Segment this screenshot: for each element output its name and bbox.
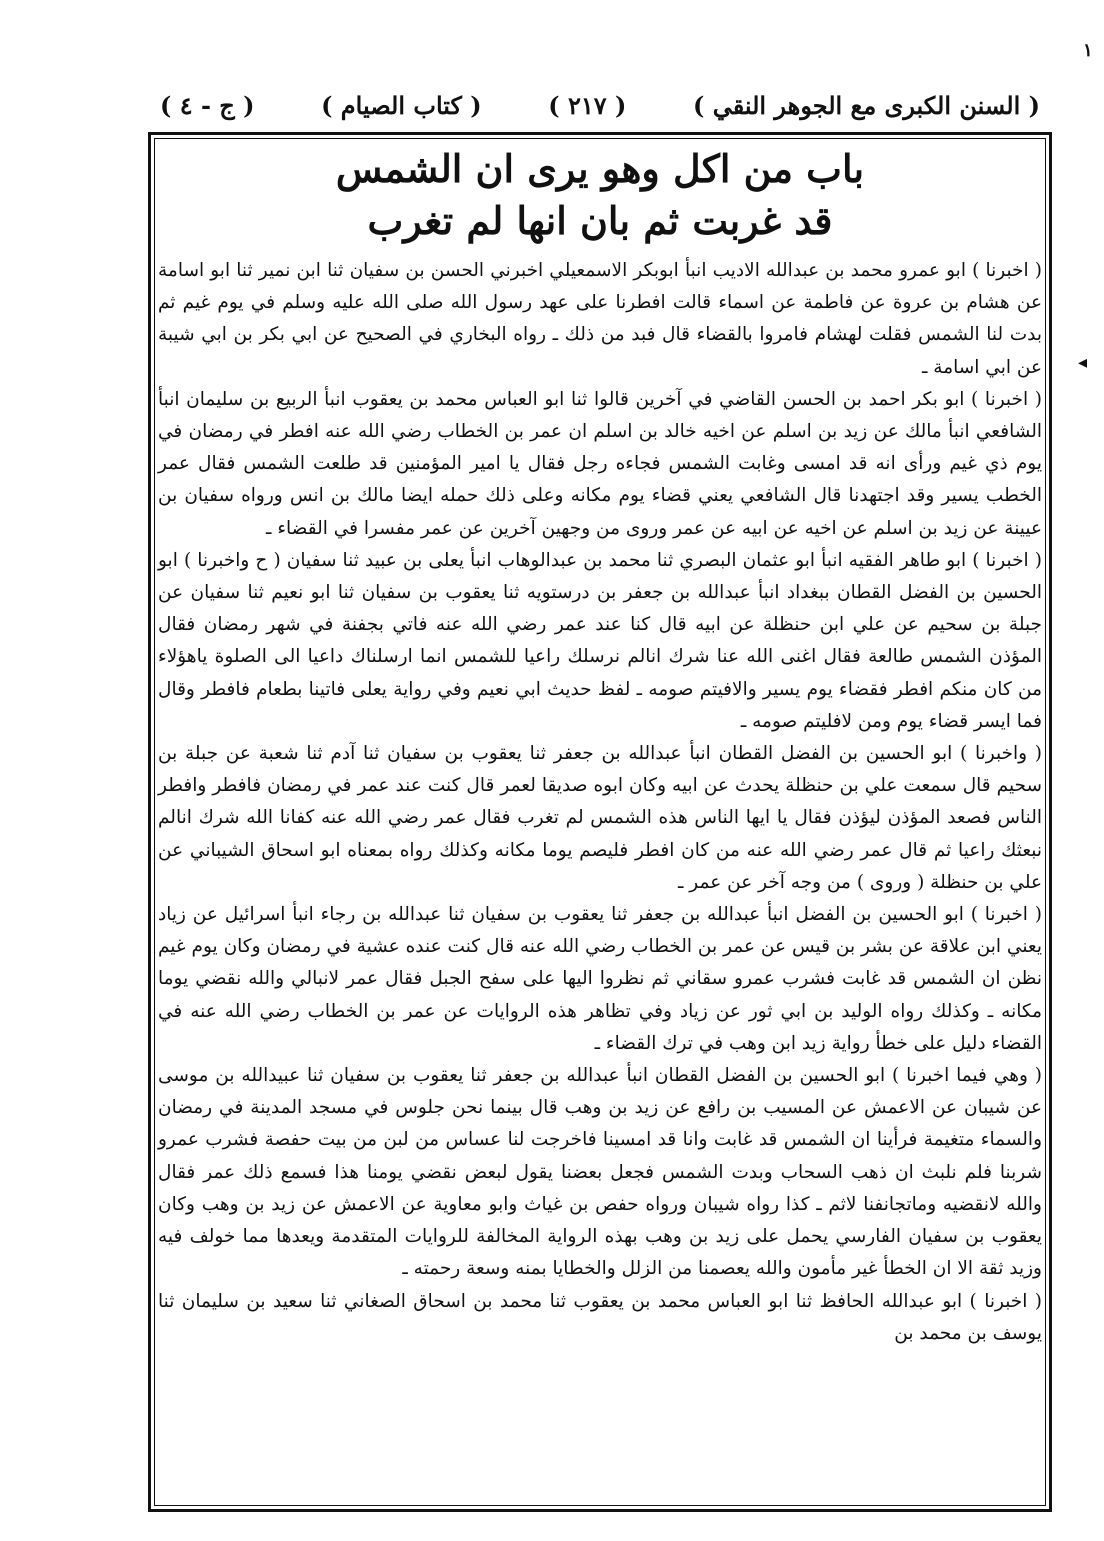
running-header — [160, 88, 1040, 122]
header-chapter: ( كتاب الصيام ) — [321, 90, 482, 120]
paragraph-7: ( اخبرنا ) ابو عبدالله الحافظ ثنا ابو العباس محمد بن يعقوب ثنا محمد بن اسحاق الصغاني ثنا سعيد بن سليمان ثنا يوسف بن محمد بن — [158, 1290, 1042, 1344]
chapter-title-line-2: قد غربت ثم بان انها لم تغرب — [367, 198, 833, 243]
margin-mark-arrow: ◂ — [1078, 352, 1088, 373]
chapter-title-line-1: باب من اكل وهو يرى ان الشمس — [335, 146, 865, 191]
paragraph-1: ( اخبرنا ) ابو عمرو محمد بن عبدالله الاديب انبأ ابوبكر الاسمعيلي اخبرني الحسن بن سفيان ثنا ابن نمير ثنا ابو اسامة عن هشام بن عروة عن فاطمة عن اسماء قالت افطرنا على عهد رسول الله صلى الله عليه وسلم في يوم غيم ثم بدت لنا الشمس فقلت لهشام فامروا بالقضاء قال فبد من ذلك ـ رواه البخاري في الصحيح عن ابي بكر بن ابي شيبة عن ابي اسامة ـ — [158, 260, 1042, 378]
header-book-title: ( السنن الكبرى مع الجوهر النقي ) — [692, 90, 1040, 120]
paragraph-2: ( اخبرنا ) ابو بكر احمد بن الحسن القاضي في آخرين قالوا ثنا ابو العباس محمد بن يعقوب انبأ الربيع بن سليمان انبأ الشافعي انبأ مالك عن زيد بن اسلم عن اخيه خالد بن اسلم ان عمر بن الخطاب رضي الله عنه افطر في رمضان في يوم ذي غيم ورأى انه قد امسى وغابت الشمس فجاءه رجل فقال يا امير المؤمنين قد طلعت الشمس فقال عمر الخطب يسير وقد اجتهدنا قال الشافعي يعني قضاء يوم مكانه وعلى ذلك حمله ايضا مالك بن انس ورواه سفيان بن عيينة عن زيد بن اسلم عن اخيه عن ابيه عن عمر وروى من وجهين آخرين عن عمر مفسرا في القضاء ـ — [158, 388, 1042, 539]
margin-mark-top: ۱ — [1083, 40, 1093, 61]
paragraph-3: ( اخبرنا ) ابو طاهر الفقيه انبأ ابو عثمان البصري ثنا محمد بن عبدالوهاب انبأ يعلى بن عبيد ثنا سفيان ( ح واخبرنا ) ابو الحسين بن الفضل القطان ببغداد انبأ عبدالله بن جعفر بن درستويه ثنا يعقوب بن سفيان ثنا ابو نعيم ثنا سفيان عن جبلة بن سحيم عن علي ابن حنظلة عن ابيه قال كنا عند عمر رضي الله عنه فاتي بجفنة في شهر رمضان فقال المؤذن الشمس طالعة فقال اغنى الله عنا شرك انالم نرسلك راعيا للشمس انما ارسلناك داعيا الى الصلوة ياهؤلاء من كان منكم افطر فقضاء يوم يسير والافيتم صومه ـ لفظ حديث ابي نعيم وفي رواية يعلى فاتينا بطعام فافطر وقال فما ايسر قضاء يوم ومن لافليتم صومه ـ — [158, 549, 1042, 732]
header-volume: ( ج - ٤ ) — [160, 90, 255, 120]
paragraph-6: ( وهي فيما اخبرنا ) ابو الحسين بن الفضل القطان انبأ عبدالله بن جعفر ثنا يعقوب بن سفيان ثنا عبيدالله بن موسى عن شيبان عن الاعمش عن المسيب بن رافع عن زيد بن وهب قال بينما نحن جلوس في مسجد المدينة في رمضان والسماء متغيمة فرأينا ان الشمس قد غابت وانا قد امسينا فاخرجت لنا عساس من لبن من بيت حفصة فشرب عمرو شربنا فلم نلبث ان ذهب السحاب وبدت الشمس فجعل بعضنا يقول لبعض نقضي يومنا هذا فسمع ذلك عمر فقال والله لانقضيه وماتجانفنا لاثم ـ كذا رواه شيبان ورواه حفص بن غياث وابو معاوية عن الاعمش عن زيد بن وهب وكان يعقوب بن سفيان الفارسي يحمل على زيد بن وهب بهذه الرواية المخالفة للروايات المتقدمة ويعدها مما خولف فيه وزيد ثقة الا ان الخطأ غير مأمون والله يعصمنا من الزلل والخطايا بمنه وسعة رحمته ـ — [158, 1065, 1042, 1280]
paragraph-5: ( اخبرنا ) ابو الحسين بن الفضل انبأ عبدالله بن جعفر ثنا يعقوب بن سفيان ثنا عبدالله بن رجاء انبأ اسرائيل عن زياد يعني ابن علاقة عن بشر بن قيس عن عمر بن الخطاب رضي الله عنه قال كنت عنده عشية في رمضان وكان يوم غيم نظن ان الشمس قد غابت فشرب عمرو سقاني ثم نظروا اليها على سفح الجبل فقال عمر لانبالي والله نقضي يوما مكانه ـ وكذلك رواه الوليد بن ابي ثور عن زياد وفي تظاهر هذه الروايات عن عمر بن الخطاب رضي الله عنه في القضاء دليل على خطأ رواية زيد ابن وهب في ترك القضاء ـ — [158, 904, 1042, 1054]
paragraph-4: ( واخبرنا ) ابو الحسين بن الفضل القطان انبأ عبدالله بن جعفر ثنا يعقوب بن سفيان ثنا آدم ثنا شعبة عن جبلة بن سحيم قال سمعت علي بن حنظلة يحدث عن ابيه وكان ابوه صديقا لعمر قال كنت عند عمر في رمضان فافطر وافطر الناس فصعد المؤذن ليؤذن فقال يا ايها الناس هذه الشمس لم تغرب فقال عمر رضي الله عنه كفانا الله شرك انالم نبعثك راعيا ثم قال عمر رضي الله عنه من كان افطر فليصم يوما مكانه وكذلك رواه بمعناه ابو اسحاق الشيباني عن علي بن حنظلة ( وروى ) من وجه آخر عن عمر ـ — [158, 743, 1042, 893]
main-text — [158, 255, 1042, 1350]
header-page-number: ( ٢١٧ ) — [548, 90, 627, 120]
